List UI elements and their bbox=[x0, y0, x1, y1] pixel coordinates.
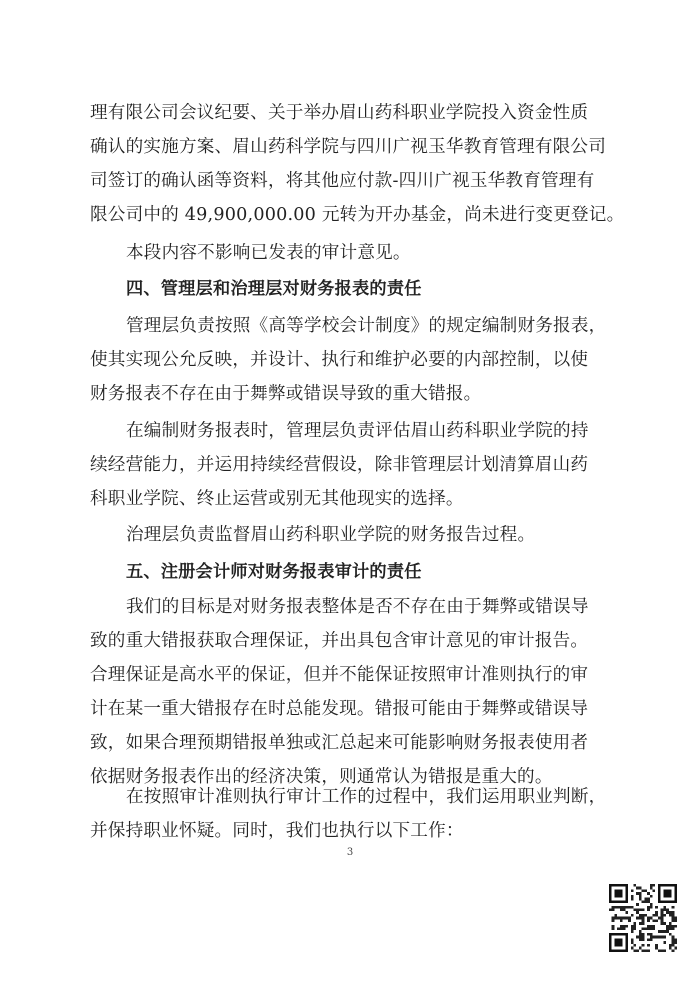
text-line: 并保持职业怀疑。同时，我们也执行以下工作： bbox=[90, 821, 464, 841]
text-line: 治理层负责监督眉山药科职业学院的财务报告过程。 bbox=[126, 525, 536, 545]
text-line: 限公司中的 49,900,000.00 元转为开办基金，尚未进行变更登记。 bbox=[90, 205, 625, 225]
text-line: 在按照审计准则执行审计工作的过程中，我们运用职业判断， bbox=[126, 787, 607, 807]
text-line: 本段内容不影响已发表的审计意见。 bbox=[126, 243, 411, 263]
section-heading-auditor bbox=[90, 555, 610, 589]
text-line: 确认的实施方案、眉山药科学院与四川广视玉华教育管理有限公司 bbox=[90, 137, 607, 157]
text-line: 合理保证是高水平的保证，但并不能保证按照审计准则执行的审 bbox=[90, 665, 589, 685]
section-heading: 五、注册会计师对财务报表审计的责任 bbox=[126, 562, 422, 582]
paragraph-audit-procedures bbox=[90, 780, 610, 848]
text-line: 理有限公司会议纪要、关于举办眉山药科职业学院投入资金性质 bbox=[90, 103, 589, 123]
text-line: 我们的目标是对财务报表整体是否不存在由于舞弊或错误导 bbox=[126, 597, 589, 617]
section-heading-management bbox=[90, 272, 610, 306]
qr-code-icon bbox=[609, 884, 677, 952]
paragraph-going-concern bbox=[90, 414, 610, 516]
text-line: 管理层负责按照《高等学校会计制度》的规定编制财务报表， bbox=[126, 316, 607, 336]
text-line: 致的重大错报获取合理保证，并出具包含审计意见的审计报告。 bbox=[90, 631, 589, 651]
text-line: 司签订的确认函等资料，将其他应付款-四川广视玉华教育管理有 bbox=[90, 171, 595, 191]
paragraph-management-responsibility bbox=[90, 309, 610, 411]
text-line: 计在某一重大错报存在时总能发现。错报可能由于舞弊或错误导 bbox=[90, 699, 589, 719]
section-heading: 四、管理层和治理层对财务报表的责任 bbox=[126, 279, 422, 299]
page-number: 3 bbox=[346, 847, 354, 858]
text-line: 科职业学院、终止运营或别无其他现实的选择。 bbox=[90, 489, 464, 509]
paragraph-governance bbox=[90, 518, 610, 552]
paragraph-audit-objective bbox=[90, 590, 610, 794]
text-line: 续经营能力，并运用持续经营假设，除非管理层计划清算眉山药 bbox=[90, 455, 589, 475]
paragraph-no-effect bbox=[90, 236, 610, 270]
text-line: 依据财务报表作出的经济决策，则通常认为错报是重大的。 bbox=[90, 767, 553, 787]
text-line: 致，如果合理预期错报单独或汇总起来可能影响财务报表使用者 bbox=[90, 733, 589, 753]
text-line: 财务报表不存在由于舞弊或错误导致的重大错报。 bbox=[90, 384, 482, 404]
text-line: 使其实现公允反映，并设计、执行和维护必要的内部控制，以使 bbox=[90, 350, 589, 370]
text-line: 在编制财务报表时，管理层负责评估眉山药科职业学院的持 bbox=[126, 421, 589, 441]
paragraph-investment-note bbox=[90, 96, 625, 232]
